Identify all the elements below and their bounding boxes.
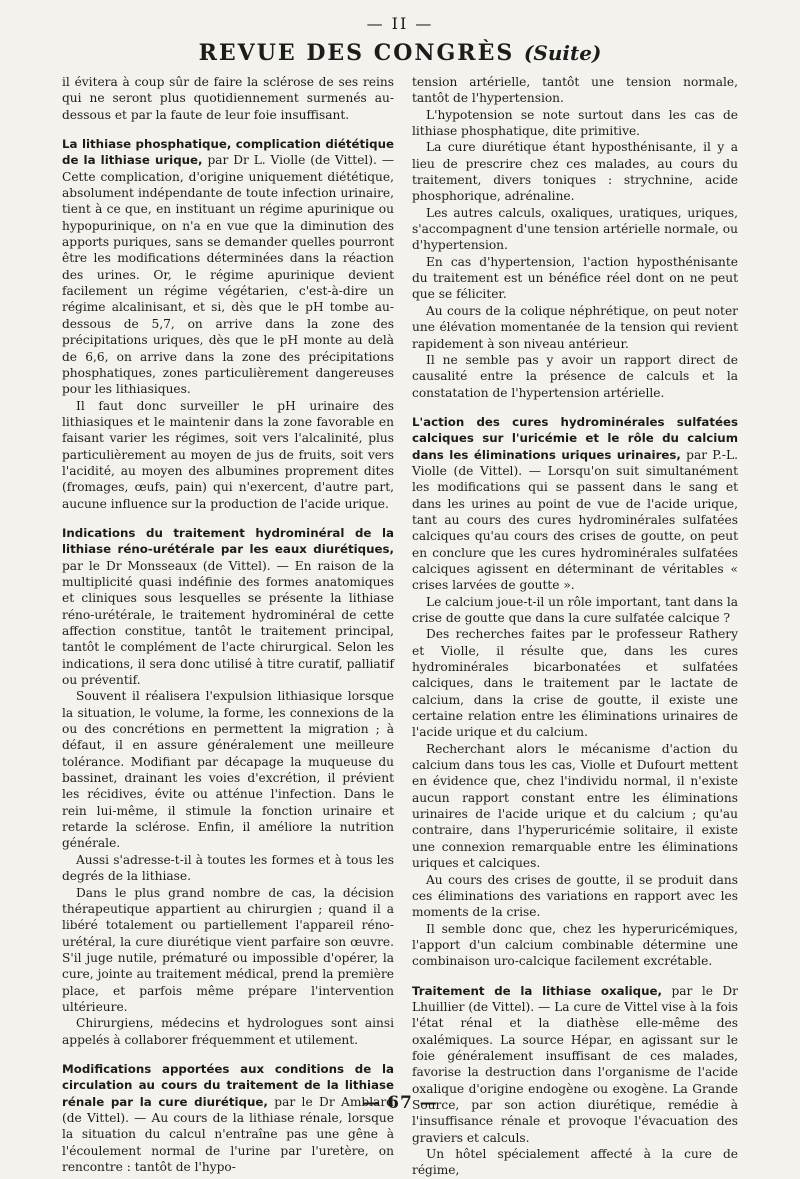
roman-page-number: — II — bbox=[366, 14, 434, 33]
section-author: par le Dr Amblard (de Vittel). — bbox=[62, 1094, 394, 1125]
paragraph: Des recherches faites par le professeur Rathery et Violle, il résulte que, dans les cures hydrominérales bicarbonatées et sulfatées calciques, dans le traitement par le lactate de calcium, dans la crise de goutte, il existe une certaine relation entre les éliminations urinaires de l'acide urique et du calcium. bbox=[412, 627, 738, 740]
page-title bbox=[0, 40, 800, 66]
section-title: Indications du traitement hydrominéral de la lithiase réno-urétérale par les eaux diurétiques, bbox=[62, 525, 394, 557]
paragraph: Il ne semble pas y avoir un rapport direct de causalité entre la présence de calculs et la constatation de l'hypertension artérielle. bbox=[412, 352, 738, 400]
page-number: — 67 — bbox=[362, 1093, 438, 1113]
paragraph: L'hypotension se note surtout dans les cas de lithiase phosphatique, dite primitive. bbox=[412, 107, 738, 139]
section-cures-sulfatees-calciques bbox=[412, 414, 738, 970]
section-author: par P.-L. Violle (de Vittel). — bbox=[412, 447, 738, 478]
paragraph: tension artérielle, tantôt une tension normale, tantôt de l'hypertension. bbox=[412, 75, 738, 106]
right-column bbox=[412, 74, 738, 1179]
section-title: La lithiase phosphatique, complication diététique de la lithiase urique, bbox=[62, 137, 394, 168]
section-author: par Dr L. Violle (de Vittel). — bbox=[207, 153, 395, 168]
paragraph: Un hôtel spécialement affecté à la cure de régime, bbox=[412, 1147, 738, 1178]
title-main: REVUE DES CONGRÈS bbox=[198, 40, 515, 66]
paragraph: La cure diurétique étant hyposthénisante, il y a lieu de prescrire chez ces malades, au cours du traitement, divers toniques : strychnine, acide phosphorique, adrénaline. bbox=[412, 140, 738, 204]
paragraph-text: Lorsqu'on suit simultanément les modifications qui se passent dans le sang et dans les urines au point de vue de l'acide urique, tant au cours des cures hydrominérales sulfatées calciques qu'au cours des crises de goutte, on peut en conclure que les cures hydrominérales sulfatées calciques agissent en déterminant de véritables « crises larvées de goutte ». bbox=[412, 463, 738, 593]
paragraph: En cas d'hypertension, l'action hyposthénisante du traitement est un bénéfice réel dont on ne peut que se féliciter. bbox=[412, 254, 738, 302]
section-author: par le Dr Monsseaux (de Vittel). — bbox=[62, 558, 289, 573]
section-modifications-circulation bbox=[62, 1061, 394, 1175]
paragraph: Il faut donc surveiller le pH urinaire des lithiasiques et le maintenir dans la zone favorable en faisant varier les régimes, soit vers l'alcalinité, plus particulièrement au moyen de jus de fruits, soit vers l'acidité, au moyen des albumines proprement dites (fromages, œufs, pain) qui n'exercent, d'autre part, aucune influence sur la production de l'acide urique. bbox=[62, 398, 394, 511]
paragraph: Dans le plus grand nombre de cas, la décision thérapeutique appartient au chirurgien ; quand il a libéré totalement ou partiellement l'appareil réno-urétéral, la cure diurétique vient parfaire son œuvre. S'il juge nutile, prématuré ou impossible d'opérer, la cure, jointe au traitement médical, prend la première place, et parfois même prépare l'intervention ultérieure. bbox=[62, 885, 394, 1014]
paragraph: Au cours des crises de goutte, il se produit dans ces éliminations des variations en rapport avec les moments de la crise. bbox=[412, 872, 738, 920]
paragraph-text: Au cours de la lithiase rénale, lorsque la situation du calcul n'entraîne pas une gêne à l'écoulement normal de l'urine par l'uretère, on rencontre : tantôt de l'hypo- bbox=[62, 1110, 394, 1174]
section-title: L'action des cures hydrominérales sulfatées calciques sur l'uricémie et le rôle du calcium dans les éliminations uriques urinaires, bbox=[412, 414, 738, 462]
intro-paragraph: il évitera à coup sûr de faire la sclérose de ses reins qui ne seront plus quotidiennement surmenés au-dessous et par la faute de leur foie insuffisant. bbox=[62, 75, 394, 122]
left-column bbox=[62, 74, 394, 1175]
title-suite: (Suite) bbox=[523, 41, 602, 65]
paragraph: Les autres calculs, oxaliques, uratiques, uriques, s'accompagnent d'une tension artérielle normale, ou d'hypertension. bbox=[412, 205, 738, 253]
paragraph: Il semble donc que, chez les hyperuricémiques, l'apport d'un calcium combinable détermine une combinaison uro-calcique facilement excrétable. bbox=[412, 921, 738, 969]
section-lithiase-phosphatique bbox=[62, 136, 394, 512]
paragraph: Au cours de la colique néphrétique, on peut noter une élévation momentanée de la tension qui revient rapidement à son niveau antérieur. bbox=[412, 303, 738, 351]
paragraph-text: Cette complication, d'origine uniquement diététique, absolument indépendante de toute infection urinaire, tient à ce que, en instituant un régime apurinique ou hypopurinique, on n'a en vue que la diminution des apports puriques, sans se demander quelles pourront être les modifications déterminées dans la réaction des urines. Or, le régime apurinique devient facilement un régime végétarien, c'est-à-dire un régime alcalinisant, et si, dès que le pH tombe au-dessous de 5,7, on arrive dans la zone des précipitations uriques, dès que le pH monte au delà de 6,6, on arrive dans la zone des précipitations phosphatiques, zones particulièrement dangereuses pour les lithiasiques. bbox=[62, 169, 394, 397]
section-lithiase-oxalique bbox=[412, 983, 738, 1179]
section-author: par le Dr Lhuillier (de Vittel). — bbox=[412, 983, 738, 1014]
section-indications-traitement bbox=[62, 525, 394, 1048]
paragraph: Recherchant alors le mécanisme d'action du calcium dans tous les cas, Violle et Dufourt mettent en évidence que, chez l'individu normal, il n'existe aucun rapport constant entre les éliminations urinaires de l'acide urique et du calcium ; qu'au contraire, dans l'hyperuricémie solitaire, il existe une connexion remarquable entre les éliminations uriques et calciques. bbox=[412, 741, 738, 871]
paragraph: Chirurgiens, médecins et hydrologues sont ainsi appelés à collaborer fréquemment et utilement. bbox=[62, 1016, 394, 1047]
paragraph: Souvent il réalisera l'expulsion lithiasique lorsque la situation, le volume, la forme, les connexions de la ou des concrétions en permettent la migration ; à défaut, il en assure généralement une meilleure tolérance. Modifiant par décapage la muqueuse du bassinet, drainant les voies d'excrétion, il prévient les récidives, évite ou atténue l'infection. Dans le rein lui-même, il stimule la fonction urinaire et retarde la sclérose. Enfin, il améliore la nutrition générale. bbox=[62, 689, 394, 851]
paragraph-text: En raison de la multiplicité quasi indéfinie des formes anatomiques et cliniques sous lesquelles se présente la lithiase réno-urétérale, le traitement hydrominéral de cette affection constitue, tantôt le traitement principal, tantôt le complément de l'acte chirurgical. Selon les indications, il sera donc utilisé à titre curatif, palliatif ou préventif. bbox=[62, 558, 394, 688]
paragraph: Aussi s'adresse-t-il à toutes les formes et à tous les degrés de la lithiase. bbox=[62, 852, 394, 884]
paragraph-text: La cure de Vittel vise à la fois l'état rénal et la diathèse elle-même des oxalémiques. La source Hépar, en agissant sur le foie généralement insuffisant de ces malades, favorise la destruction dans l'organisme de l'acide oxalique d'origine endogène ou exogène. La Grande Source, par son action diurétique, remédie à l'insuffisance rénale et provoque l'évacuation des graviers et calculs. bbox=[412, 999, 738, 1145]
paragraph: Le calcium joue-t-il un rôle important, tant dans la crise de goutte que dans la cure sulfatée calcique ? bbox=[412, 594, 738, 625]
section-title: Traitement de la lithiase oxalique, bbox=[412, 983, 662, 998]
section-title: Modifications apportées aux conditions de la circulation au cours du traitement de la lithiase rénale par la cure diurétique, bbox=[62, 1061, 394, 1109]
